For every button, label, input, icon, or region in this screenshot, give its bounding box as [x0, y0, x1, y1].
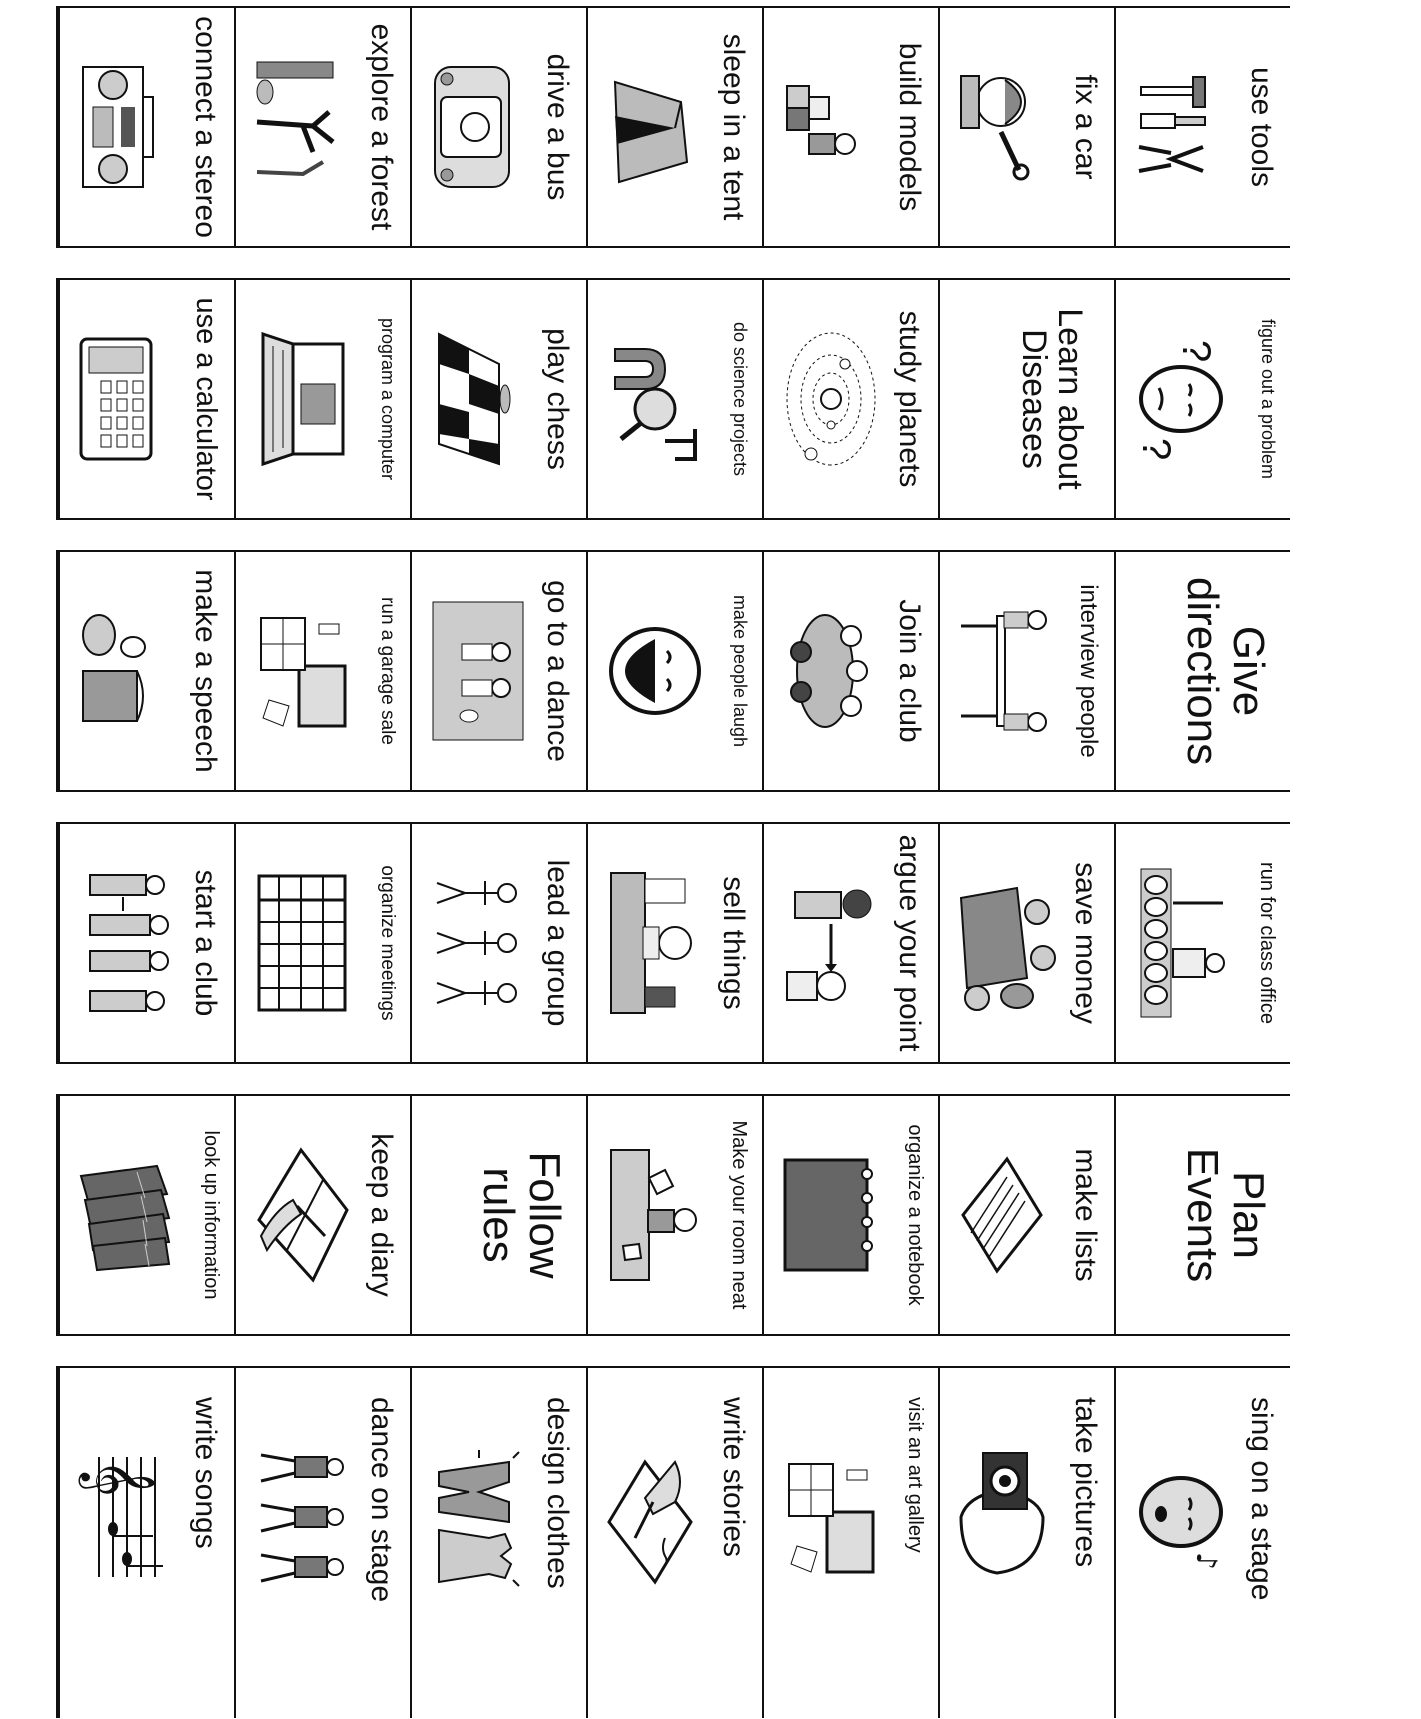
- card: [410, 822, 586, 1064]
- svg-text:?: ?: [1174, 340, 1218, 363]
- card: [586, 278, 762, 520]
- card: [762, 6, 938, 248]
- card-label: use a calculator: [190, 297, 222, 501]
- singing-face-icon: [1133, 1452, 1233, 1582]
- card-blank-tab: [0, 6, 58, 248]
- money-icon: [957, 868, 1057, 1018]
- card-label: keep a diary: [365, 1133, 398, 1297]
- card-label: Join a club: [893, 599, 926, 743]
- card-label: take pictures: [1069, 1397, 1102, 1568]
- stereo-icon: [77, 57, 161, 197]
- card-label: start a club: [189, 869, 222, 1017]
- leader-icon: [429, 863, 529, 1023]
- card: [586, 6, 762, 248]
- shop-counter-icon: [605, 863, 705, 1023]
- svg-text:𝄞: 𝄞: [81, 1459, 155, 1497]
- card: [234, 6, 410, 248]
- card-label: study planets: [893, 310, 926, 488]
- card: [938, 1094, 1114, 1336]
- card: [938, 278, 1114, 520]
- writing-hand-icon: [605, 1442, 705, 1592]
- laptop-icon: [253, 324, 353, 474]
- card: [58, 6, 234, 248]
- tidy-room-icon: [605, 1140, 705, 1290]
- card: [1114, 1094, 1290, 1336]
- card-label: fix a car: [1069, 74, 1102, 180]
- card-label: design clothes: [541, 1397, 574, 1589]
- card: [234, 1094, 410, 1336]
- card-label: write stories: [717, 1397, 750, 1558]
- art-gallery-icon: [781, 1442, 881, 1592]
- card-label: organize a notebook: [904, 1124, 926, 1306]
- card-label: save money: [1069, 862, 1102, 1024]
- card-label: make a speech: [189, 569, 222, 773]
- card-label: dance on stage: [365, 1397, 398, 1603]
- candidate-podium-icon: [1133, 863, 1233, 1023]
- card-label: drive a bus: [541, 53, 574, 201]
- card-label: lead a group: [541, 859, 574, 1027]
- card-label: run a garage sale: [377, 597, 398, 745]
- chessboard-icon: [429, 324, 519, 474]
- tent-icon: [605, 62, 695, 192]
- forest-icon: [253, 52, 343, 202]
- card: [410, 1366, 586, 1718]
- card-label: go to a dance: [541, 580, 574, 762]
- card-label: Plan Events: [1177, 1147, 1273, 1283]
- card: [234, 822, 410, 1064]
- card-label: sell things: [717, 876, 750, 1010]
- card: [1114, 550, 1290, 792]
- dance-icon: [429, 596, 529, 746]
- card: [938, 822, 1114, 1064]
- card: [938, 6, 1114, 248]
- card: [586, 1366, 762, 1718]
- calendar-icon: [253, 868, 353, 1018]
- card-label: Make your room neat: [728, 1120, 750, 1310]
- card: [58, 1366, 234, 1718]
- card-label: run for class office: [1256, 862, 1278, 1024]
- card-label: sing on a stage: [1245, 1397, 1278, 1601]
- card: [762, 278, 938, 520]
- card: [58, 278, 234, 520]
- card-label: build models: [893, 42, 926, 212]
- building-blocks-icon: [781, 72, 861, 182]
- card-blank-tab: [0, 278, 58, 520]
- card-label: play chess: [541, 328, 574, 470]
- card-label: connect a stereo: [189, 16, 222, 238]
- book-stack-icon: [77, 1150, 177, 1280]
- notebook-icon: [781, 1150, 877, 1280]
- card: [58, 1094, 234, 1336]
- card-label: organize meetings: [377, 865, 398, 1021]
- card-strip-6: [0, 1366, 1421, 1718]
- card: [234, 1366, 410, 1718]
- card: [1114, 6, 1290, 248]
- card-label: make lists: [1069, 1148, 1102, 1282]
- music-staff-icon: [77, 1447, 177, 1587]
- card-label: write songs: [189, 1397, 222, 1549]
- card-strip-1: [0, 6, 1421, 248]
- card: [58, 550, 234, 792]
- diary-writing-icon: [253, 1140, 353, 1290]
- card: [586, 1094, 762, 1336]
- card: [1114, 1366, 1290, 1718]
- laughing-face-icon: [605, 611, 705, 731]
- card: [410, 550, 586, 792]
- card-label: program a computer: [378, 317, 398, 481]
- camera-icon: [957, 1447, 1057, 1587]
- svg-text:♪: ♪: [1190, 1552, 1223, 1570]
- group-people-icon: [77, 863, 177, 1023]
- card: [938, 1366, 1114, 1718]
- card: [410, 1094, 586, 1336]
- bus-driver-icon: [429, 57, 519, 197]
- card-label: use tools: [1245, 66, 1278, 188]
- list-paper-icon: [957, 1145, 1047, 1285]
- card: [1114, 278, 1290, 520]
- card: [234, 278, 410, 520]
- card-label: figure out a problem: [1258, 318, 1278, 480]
- card-label: Follow rules: [473, 1151, 569, 1279]
- card: [234, 550, 410, 792]
- card-blank-tab: [0, 550, 58, 792]
- thinking-face-icon: [1133, 334, 1233, 464]
- card-label: sleep in a tent: [717, 33, 750, 221]
- card-strip-3: [0, 550, 1421, 792]
- card: [762, 1094, 938, 1336]
- solar-system-icon: [781, 324, 881, 474]
- tools-icon: [1133, 67, 1213, 187]
- speech-podium-icon: [77, 601, 177, 741]
- card: [762, 822, 938, 1064]
- card: [762, 1366, 938, 1718]
- interview-icon: [957, 596, 1057, 746]
- card-blank-tab: [0, 1366, 58, 1718]
- card-strip-5: [0, 1094, 1421, 1336]
- card-label: visit an art gallery: [904, 1397, 926, 1553]
- card: [410, 6, 586, 248]
- card-label: interview people: [1075, 584, 1102, 758]
- card: [586, 550, 762, 792]
- card-label: Give directions: [1177, 576, 1273, 766]
- calculator-icon: [77, 329, 157, 469]
- card-label: look up information: [200, 1130, 222, 1300]
- card-blank-tab: [0, 1094, 58, 1336]
- club-table-icon: [781, 596, 881, 746]
- microscope-magnet-icon: [605, 329, 705, 469]
- card: [586, 822, 762, 1064]
- svg-text:?: ?: [1134, 438, 1178, 461]
- stage-dancers-icon: [253, 1437, 353, 1597]
- card-strip-4: [0, 822, 1421, 1064]
- card-label: explore a forest: [365, 23, 398, 231]
- clothes-icon: [429, 1442, 529, 1592]
- card: [1114, 822, 1290, 1064]
- card: [410, 278, 586, 520]
- card-blank-tab: [0, 822, 58, 1064]
- mechanic-icon: [957, 62, 1041, 192]
- card: [58, 822, 234, 1064]
- card: [938, 550, 1114, 792]
- card-strip-2: [0, 278, 1421, 520]
- card: [762, 550, 938, 792]
- card-label: do science projects: [730, 321, 750, 477]
- card-label: argue your point: [893, 834, 926, 1052]
- card-label: make people laugh: [730, 594, 750, 748]
- card-label: Learn about Diseases: [1015, 308, 1089, 490]
- argue-icon: [781, 868, 881, 1018]
- garage-sale-icon: [253, 596, 353, 746]
